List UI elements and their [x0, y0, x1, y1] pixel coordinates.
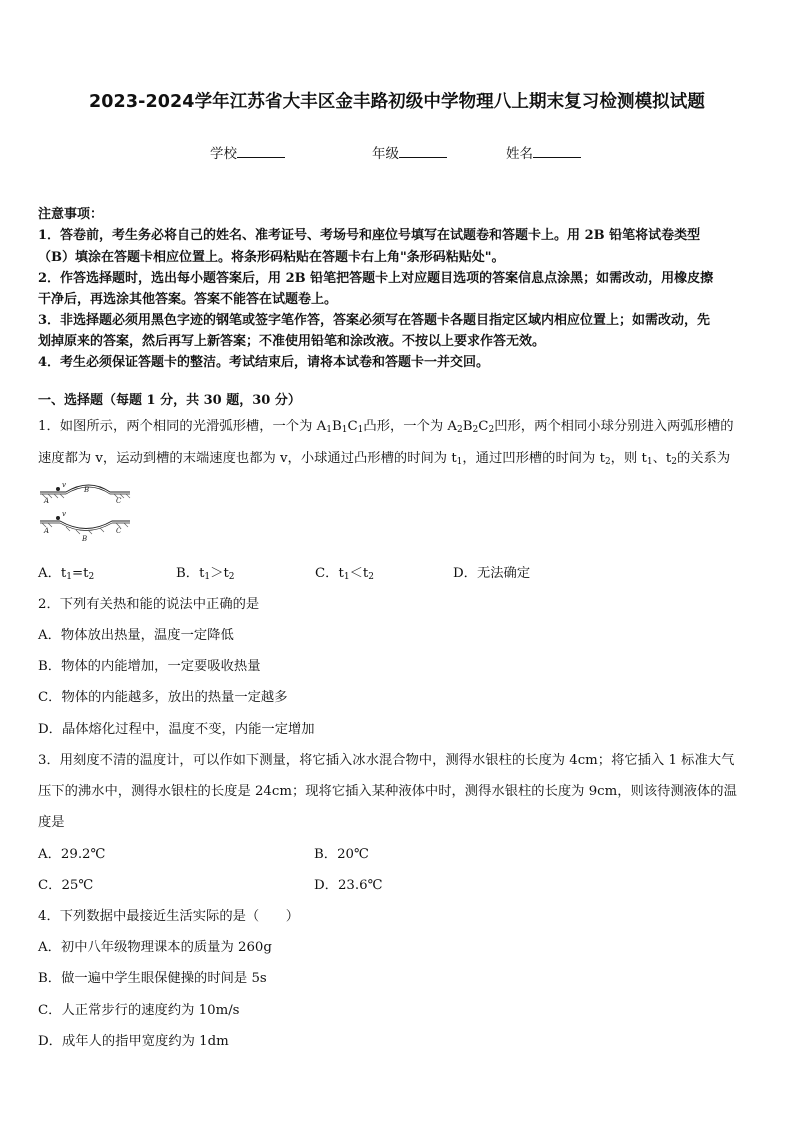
q1-line1: 1．如图所示，两个相同的光滑弧形槽，一个为 $A_1B_1C_1$凸形，一个为 $A_2B_2C_2$凹形，两个相同小球分别进入两弧形槽的 [38, 419, 734, 435]
label-a2: A [44, 527, 50, 535]
school-blank[interactable] [237, 144, 285, 158]
note-1a: 1．答卷前，考生务必将自己的姓名、准考证号、考场号和座位号填写在试题卷和答题卡上。用 2B 铅笔将试卷类型 [38, 228, 701, 243]
name-label: 姓名 [506, 146, 533, 162]
q3-option-d[interactable]: D．23.6℃ [314, 878, 383, 893]
label-c1: C [116, 497, 122, 505]
q1-option-d[interactable]: D．无法确定 [453, 566, 531, 581]
q1-option-c[interactable]: C．$t_1<t_2$ [315, 566, 374, 582]
q2-option-c[interactable]: C．物体的内能越多，放出的热量一定越多 [38, 690, 288, 705]
label-b1: B [84, 486, 90, 494]
school-field[interactable] [210, 142, 285, 162]
label-a1: A [44, 497, 50, 505]
q4-stem: 4．下列数据中最接近生活实际的是（ ） [38, 909, 300, 924]
q3-line1: 3．用刻度不清的温度计，可以作如下测量，将它插入冰水混合物中，测得水银柱的长度为 4cm；将它插入 1 标准大气 [38, 753, 735, 768]
label-b2: B [82, 535, 88, 542]
ball-concave [56, 516, 60, 520]
label-v-bottom: v [62, 510, 66, 518]
q1-line2: 速度都为 v，运动到槽的末端速度也都为 v，小球通过凸形槽的时间为 $t_1$，通过凹形槽的时间为 $t_2$，则 $t_1$、$t_2$的关系为 [38, 451, 731, 467]
note-2a: 2．作答选择题时，选出每小题答案后，用 2B 铅笔把答题卡上对应题目选项的答案信息点涂黑；如需改动，用橡皮擦 [38, 271, 714, 286]
q3-option-b[interactable]: B．20℃ [314, 847, 369, 862]
school-label: 学校 [210, 146, 237, 162]
q1-option-a[interactable]: A．$t_1=t_2$ [38, 566, 95, 582]
section-heading: 一、选择题（每题 1 分，共 30 题，30 分） [38, 393, 301, 408]
note-2b: 干净后，再选涂其他答案。答案不能答在试题卷上。 [38, 292, 338, 307]
q2-option-d[interactable]: D．晶体熔化过程中，温度不变，内能一定增加 [38, 722, 315, 737]
grade-label: 年级 [372, 146, 399, 162]
label-c2: C [116, 527, 122, 535]
q3-line3: 度是 [38, 815, 65, 830]
label-v-top: v [62, 481, 66, 489]
q1-figure [36, 480, 136, 542]
ball-convex [56, 487, 60, 491]
q2-option-a[interactable]: A．物体放出热量，温度一定降低 [38, 628, 234, 643]
notes-heading: 注意事项： [38, 207, 104, 222]
name-field[interactable] [506, 142, 581, 162]
note-3a: 3．非选择题必须用黑色字迹的钢笔或签字笔作答，答案必须写在答题卡各题目指定区域内相应位置上；如需改动，先 [38, 313, 711, 328]
note-4: 4．考生必须保证答题卡的整洁。考试结束后，请将本试卷和答题卡一并交回。 [38, 355, 490, 370]
q4-option-d[interactable]: D．成年人的指甲宽度约为 1dm [38, 1034, 229, 1049]
note-1b: （B）填涂在答题卡相应位置上。将条形码粘贴在答题卡右上角"条形码粘贴处"。 [38, 250, 505, 265]
note-3b: 划掉原来的答案，然后再写上新答案；不准使用铅笔和涂改液。不按以上要求作答无效。 [38, 334, 546, 349]
q2-stem: 2．下列有关热和能的说法中正确的是 [38, 597, 260, 612]
q2-option-b[interactable]: B．物体的内能增加，一定要吸收热量 [38, 659, 261, 674]
q3-option-a[interactable]: A．29.2℃ [38, 847, 106, 862]
grade-blank[interactable] [399, 144, 447, 158]
grade-field[interactable] [372, 142, 447, 162]
q4-option-a[interactable]: A．初中八年级物理课本的质量为 260g [38, 940, 272, 955]
q3-line2: 压下的沸水中，测得水银柱的长度是 24cm；现将它插入某种液体中时，测得水银柱的长度为 9cm，则该待测液体的温 [38, 784, 737, 799]
q4-option-b[interactable]: B．做一遍中学生眼保健操的时间是 5s [38, 971, 267, 986]
q1-option-b[interactable]: B．$t_1>t_2$ [176, 566, 235, 582]
page-title: 2023-2024学年江苏省大丰区金丰路初级中学物理八上期末复习检测模拟试题 [89, 92, 705, 112]
q3-option-c[interactable]: C．25℃ [38, 878, 94, 893]
name-blank[interactable] [533, 144, 581, 158]
q4-option-c[interactable]: C．人正常步行的速度约为 10m/s [38, 1003, 240, 1018]
